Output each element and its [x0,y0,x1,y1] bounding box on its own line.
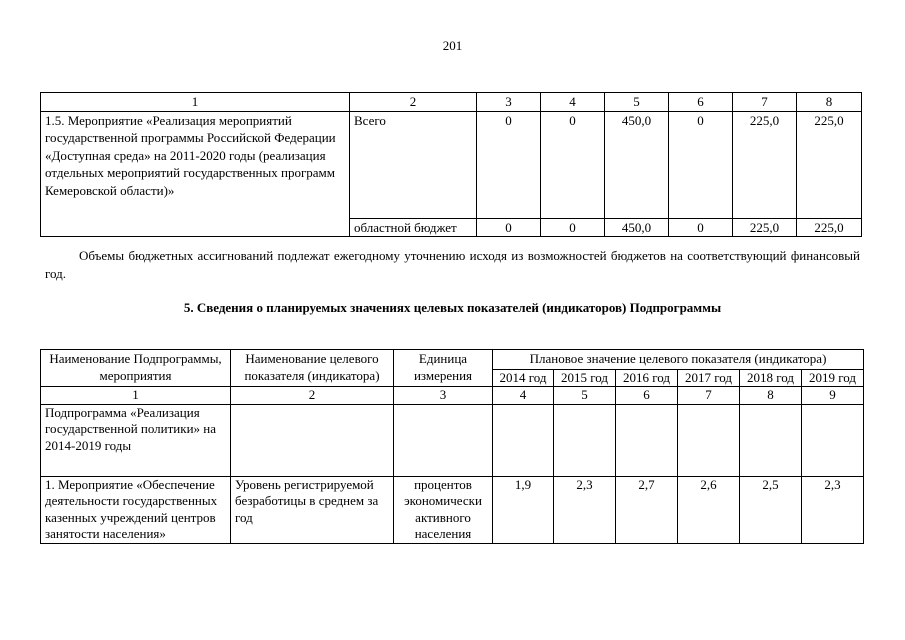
value-cell: 0 [541,218,605,237]
table-row [41,404,864,476]
col-number: 3 [394,387,493,405]
empty-cell [554,404,616,476]
empty-cell [678,404,740,476]
value-cell: 225,0 [733,218,797,237]
empty-cell [493,404,554,476]
value-cell: 2,5 [740,476,802,543]
value-cell: 2,3 [802,476,864,543]
table-row [41,476,864,543]
value-cell: 0 [477,218,541,237]
col-number: 1 [41,93,350,112]
col-number: 4 [493,387,554,405]
year-header: 2016 год [616,369,678,387]
empty-cell [231,404,394,476]
table-header-row [41,350,864,370]
event-cell: 1. Мероприятие «Обеспечение деятельности государственных казенных учреждений центров занятости населения» [41,476,231,543]
unit-cell: процентов экономически активного населения [394,476,493,543]
empty-cell [802,404,864,476]
value-cell: 2,3 [554,476,616,543]
subprogram-header: Наименование Подпрограммы, мероприятия [41,350,231,387]
col-number: 5 [605,93,669,112]
year-header: 2014 год [493,369,554,387]
value-cell: 0 [669,218,733,237]
col-number: 2 [231,387,394,405]
col-number: 6 [616,387,678,405]
budget-note: Объемы бюджетных ассигнований подлежат ежегодному уточнению исходя из возможностей бюджетов на соответствующий финансовый год. [45,248,860,281]
funding-source-cell: Всего [350,111,477,218]
funding-source-cell: областной бюджет [350,218,477,237]
indicators-table [40,349,864,544]
value-cell: 0 [477,111,541,218]
event-name-cell: 1.5. Мероприятие «Реализация мероприятий государственной программы Российской Федерации «Доступная среда» на 2011-2020 годы (реализация отдельных мероприятий государственных программ Кемеровской области)» [41,111,350,237]
year-header: 2017 год [678,369,740,387]
subprogram-cell: Подпрограмма «Реализация государственной политики» на 2014-2019 годы [41,404,231,476]
value-cell: 2,6 [678,476,740,543]
value-cell: 2,7 [616,476,678,543]
value-cell: 450,0 [605,218,669,237]
empty-cell [394,404,493,476]
col-number: 4 [541,93,605,112]
empty-cell [740,404,802,476]
budget-table [40,92,862,237]
col-number: 1 [41,387,231,405]
col-number: 9 [802,387,864,405]
year-header: 2019 год [802,369,864,387]
col-number: 6 [669,93,733,112]
year-header: 2015 год [554,369,616,387]
col-number: 7 [678,387,740,405]
plan-value-header: Плановое значение целевого показателя (индикатора) [493,350,864,370]
section-title: 5. Сведения о планируемых значениях целевых показателей (индикаторов) Подпрограммы [183,300,722,315]
col-number: 7 [733,93,797,112]
value-cell: 0 [669,111,733,218]
indicator-cell: Уровень регистрируемой безработицы в среднем за год [231,476,394,543]
value-cell: 225,0 [797,111,862,218]
empty-cell [616,404,678,476]
page-number: 201 [442,38,463,53]
value-cell: 450,0 [605,111,669,218]
col-number: 8 [797,93,862,112]
table-row [41,111,862,218]
table-numbering-row [41,387,864,405]
col-number: 5 [554,387,616,405]
col-number: 8 [740,387,802,405]
indicator-header: Наименование целевого показателя (индикатора) [231,350,394,387]
year-header: 2018 год [740,369,802,387]
value-cell: 225,0 [733,111,797,218]
unit-header: Единица измерения [394,350,493,387]
value-cell: 0 [541,111,605,218]
table-header-row [41,93,862,112]
col-number: 2 [350,93,477,112]
value-cell: 1,9 [493,476,554,543]
col-number: 3 [477,93,541,112]
value-cell: 225,0 [797,218,862,237]
